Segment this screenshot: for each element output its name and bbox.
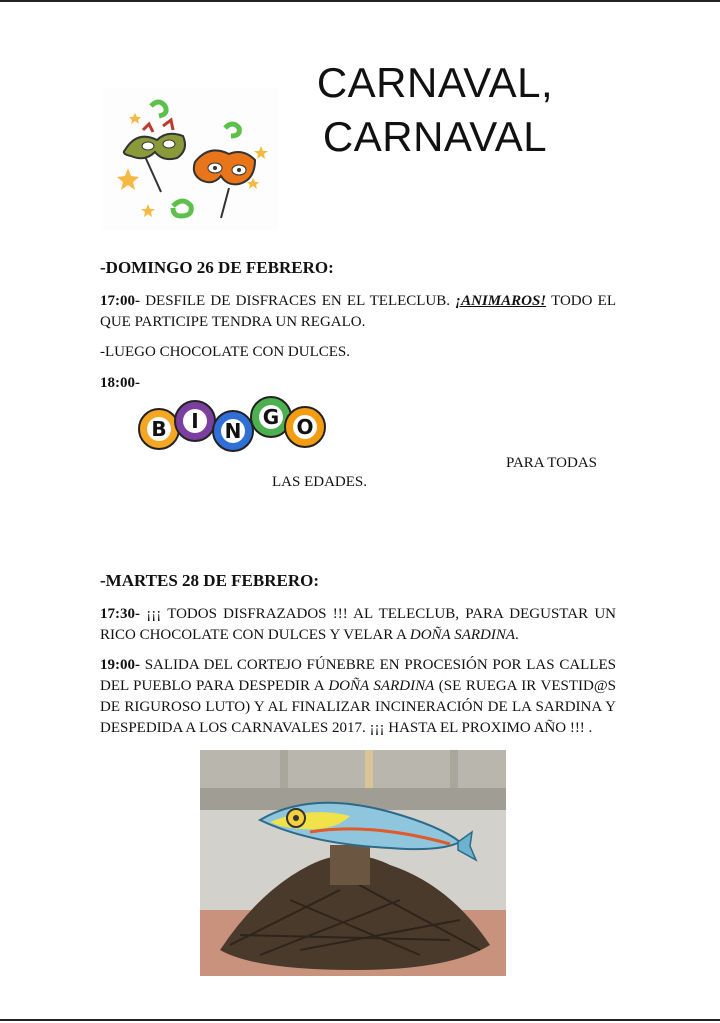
bingo-ball-n (213, 411, 253, 451)
sunday-item-1-text-b: TODO EL QUE PARTICIPE TENDRA UN REGALO. (100, 293, 616, 330)
tuesday-item-1-time: 17:30- (100, 606, 140, 622)
sunday-item-3 (100, 373, 616, 394)
sunday-heading: -DOMINGO 26 DE FEBRERO: (100, 258, 334, 277)
bingo-trailer-b: LAS EDADES. (272, 474, 368, 490)
tuesday-item-1 (100, 604, 616, 646)
bottom-border (0, 1019, 720, 1021)
bingo-ball-i (175, 401, 215, 441)
tuesday-item-1-name: DOÑA SARDINA (409, 627, 516, 643)
tuesday-item-2-text-b: (SE RUEGA IR VESTID@S DE RIGUROSO LUTO) Y AL FINALIZAR INCINERACIÓN DE LA SARDINA Y DESPEDIDA A LOS CARNAVALES 2017. ¡¡¡ HASTA EL PROXIMO AÑO !!! . (100, 678, 616, 736)
carnival-masks-illustration (103, 88, 278, 230)
tuesday-item-2-name: DOÑA SARDINA (328, 678, 435, 694)
title-line-2: CARNAVAL (322, 113, 548, 160)
tuesday-heading: -MARTES 28 DE FEBRERO: (100, 571, 319, 590)
bingo-graphic (133, 393, 333, 458)
top-border (0, 0, 720, 2)
sunday-item-3-time: 18:00- (100, 375, 140, 391)
tuesday-item-1-text: ¡¡¡ TODOS DISFRAZADOS !!! AL TELECLUB, PARA DEGUSTAR UN RICO CHOCOLATE CON DULCES Y VELAR A (100, 606, 616, 643)
sunday-item-1-time: 17:00- (100, 293, 140, 309)
bingo-trailer-a: PARA TODAS (506, 455, 598, 471)
tuesday-item-2-text-a: SALIDA DEL CORTEJO FÚNEBRE EN PROCESIÓN POR LAS CALLES DEL PUEBLO PARA DESPEDIR A (100, 657, 616, 694)
title-line-1: CARNAVAL, (316, 59, 554, 106)
tuesday-item-1-end: . (515, 627, 519, 643)
bingo-letter: N (224, 419, 242, 443)
tuesday-item-2-time: 19:00- (100, 657, 140, 673)
bingo-letter: G (262, 405, 280, 429)
sunday-item-1 (100, 291, 616, 333)
bingo-ball-o (285, 407, 325, 447)
page-title (300, 56, 570, 164)
sunday-item-1-text-a: DESFILE DE DISFRACES EN EL TELECLUB. (140, 293, 456, 309)
bingo-letter: O (296, 415, 314, 439)
sunday-item-2: -LUEGO CHOCOLATE CON DULCES. (100, 344, 350, 360)
sunday-item-1-emphasis: ¡ANIMAROS! (455, 293, 547, 309)
bingo-letter: I (191, 409, 199, 433)
sardine-sculpture-photo (200, 750, 506, 976)
bingo-letter: B (151, 417, 167, 441)
bingo-ball-b (139, 409, 179, 449)
tuesday-item-2 (100, 655, 616, 739)
